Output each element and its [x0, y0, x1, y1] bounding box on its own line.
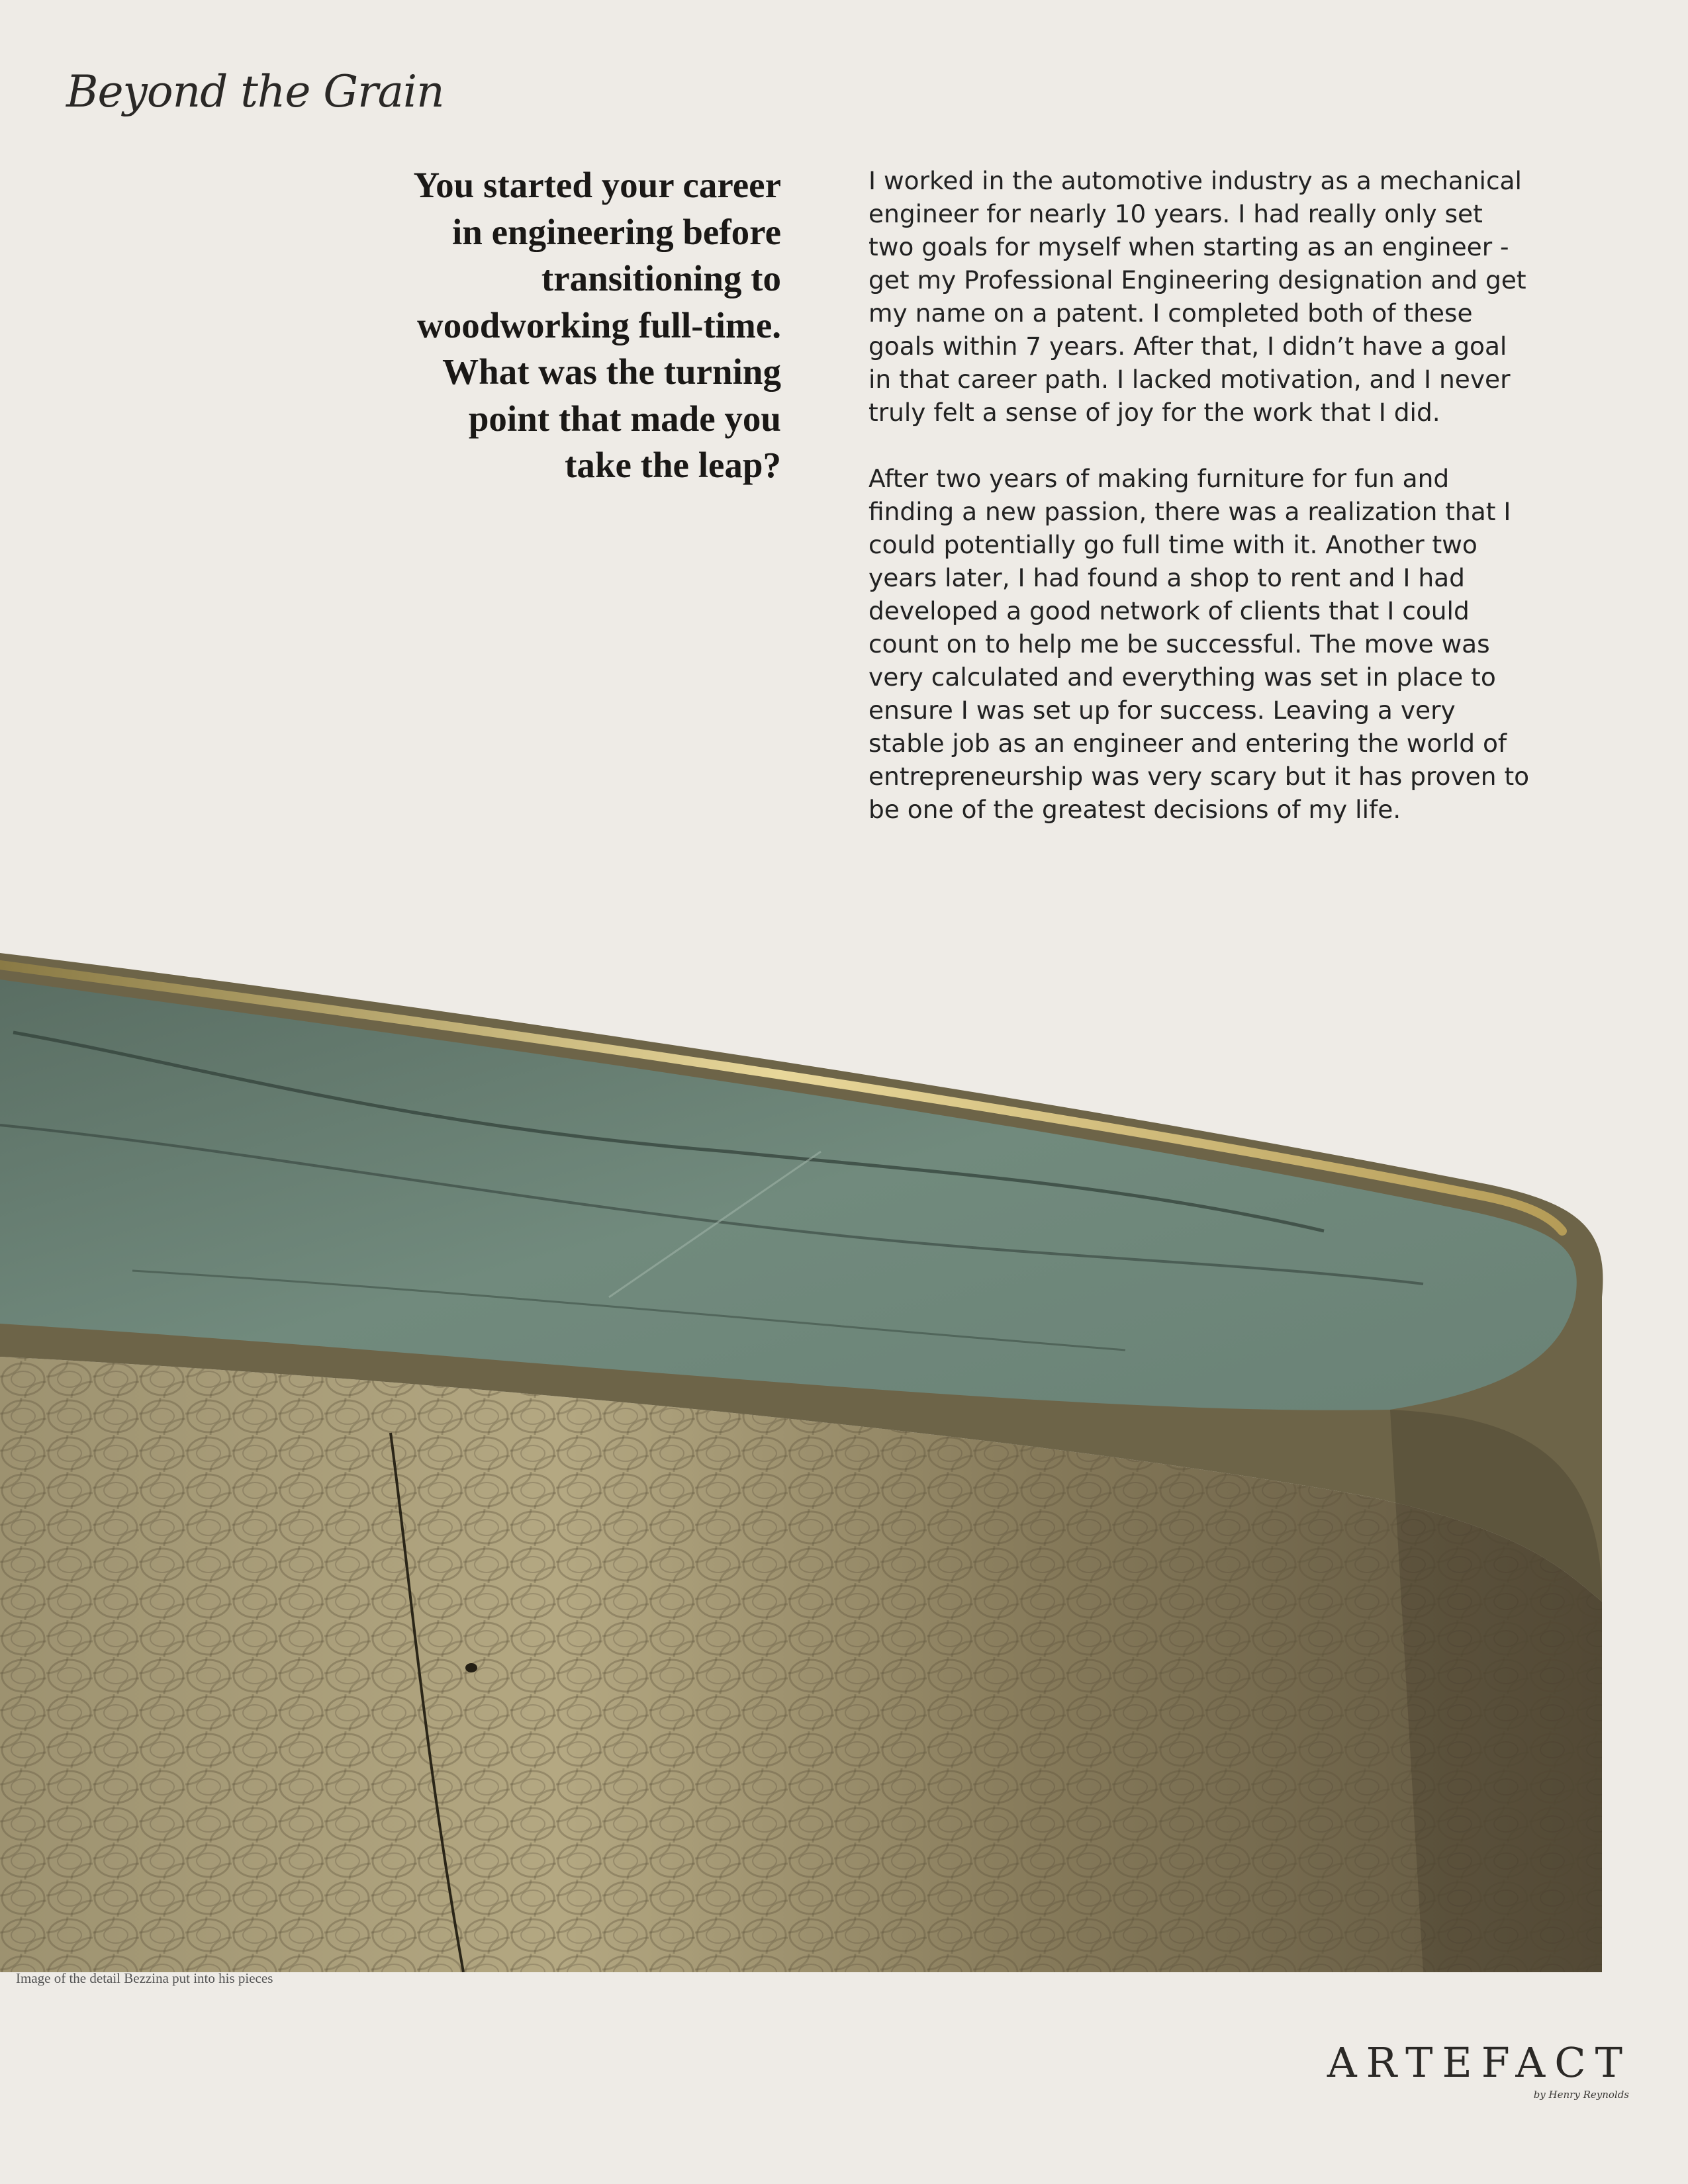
answer-paragraph: After two years of making furniture for fun and finding a new passion, there was a realization that I could potentially go full time with it. Another two years later, I had found a shop to rent and I had developed a good network of clients that I could count on to help me be successful. The move was very calculated and everything was set in place to ensure I was set up for success. Leaving a very stable job as an engineer and entering the world of entrepreneurship was very scary but it has proven to be one of the greatest decisions of my life.: [868, 464, 1530, 824]
logo-signature: by Henry Reynolds: [1533, 2089, 1629, 2101]
furniture-detail-photo: [0, 953, 1615, 1972]
artefact-logo: [1327, 2038, 1632, 2118]
logo-wordmark: ARTEFACT: [1327, 2038, 1632, 2087]
interview-answer: [868, 164, 1530, 859]
photo-caption: Image of the detail Bezzina put into his pieces: [16, 1970, 273, 1986]
answer-paragraph: I worked in the automotive industry as a mechanical engineer for nearly 10 years. I had really only set two goals for myself when starting as an engineer - get my Professional Engineering designation and get my name on a patent. I completed both of these goals within 7 years. After that, I didn’t have a goal in that career path. I lacked motivation, and I never truly felt a sense of joy for the work that I did.: [868, 166, 1526, 427]
interview-question: You started your career in engineering before transitioning to woodworking full-time. What was the turning point that made you take the leap?: [413, 165, 781, 485]
section-title: Beyond the Grain: [66, 66, 444, 117]
